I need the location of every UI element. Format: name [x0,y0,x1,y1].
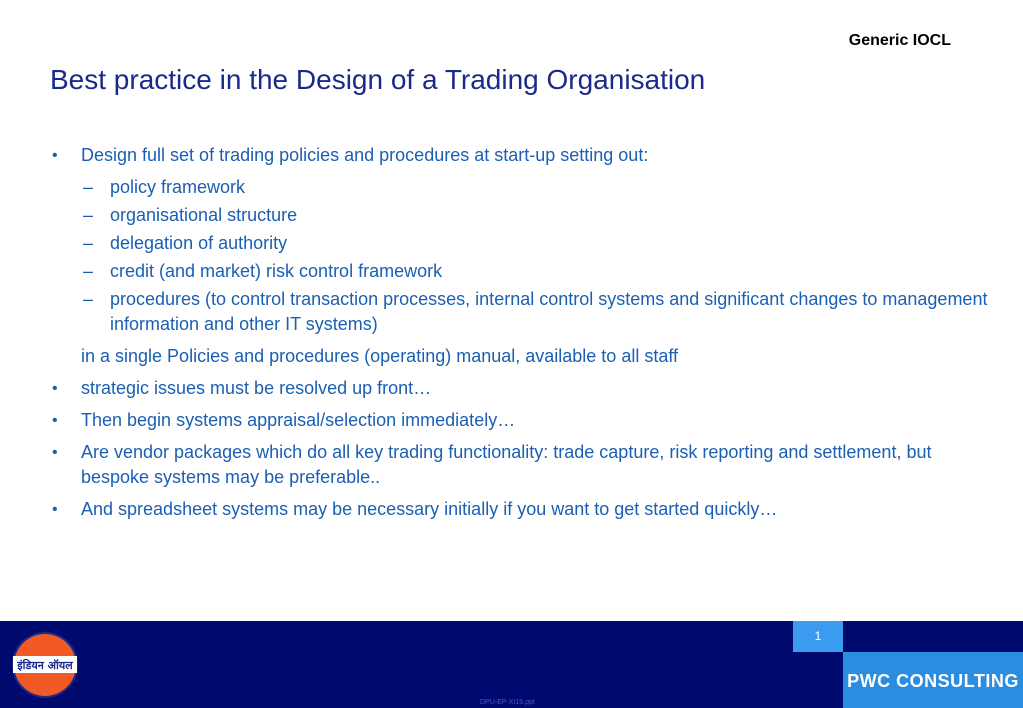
continuation-text: in a single Policies and procedures (operating) manual, available to all staff [81,346,679,366]
bullet-icon: • [52,501,58,518]
file-name: DPU-EP-XI15.ppt [480,699,535,706]
dash-icon: – [83,205,94,225]
bullet-icon: • [52,412,58,429]
bullet-text: strategic issues must be resolved up front… [81,378,432,398]
slide-content [50,143,990,529]
bullet-icon: • [52,380,58,397]
bullet-item [50,408,990,433]
dash-icon: – [83,177,94,197]
sub-item-text: procedures (to control transaction processes, internal control systems and significant changes to management information and other IT systems) [110,289,988,334]
sub-item [50,203,990,228]
sub-item-text: credit (and market) risk control framework [110,261,443,281]
page-number: 1 [793,621,843,652]
footer-bar [0,621,1023,708]
company-tag: Generic IOCL [848,32,951,49]
slide-title: Best practice in the Design of a Trading Organisation [50,64,706,95]
bullet-text: Are vendor packages which do all key trading functionality: trade capture, risk reporting and settlement, but bespoke systems may be preferable.. [81,442,932,487]
bullet-item [50,143,990,168]
sub-item [50,287,990,337]
dash-icon: – [83,261,94,281]
brand-logo: PWC CONSULTING [843,652,1023,708]
indian-oil-logo [11,631,79,699]
bullet-text: Then begin systems appraisal/selection immediately… [81,410,516,430]
sub-item-text: policy framework [110,177,246,197]
dash-icon: – [83,233,94,253]
logo-text: इंडियन ऑयल [17,659,73,672]
bullet-icon: • [52,444,58,461]
sub-item [50,231,990,256]
bullet-icon: • [52,147,58,164]
dash-icon: – [83,289,94,309]
sub-item-text: organisational structure [110,205,298,225]
bullet-item [50,376,990,401]
bullet-item [50,497,990,522]
bullet-text: Design full set of trading policies and procedures at start-up setting out: [81,145,649,165]
bullet-text: And spreadsheet systems may be necessary initially if you want to get started quickly… [81,499,778,519]
bullet-item [50,440,990,490]
sub-item [50,175,990,200]
sub-item [50,259,990,284]
sub-item-text: delegation of authority [110,233,288,253]
